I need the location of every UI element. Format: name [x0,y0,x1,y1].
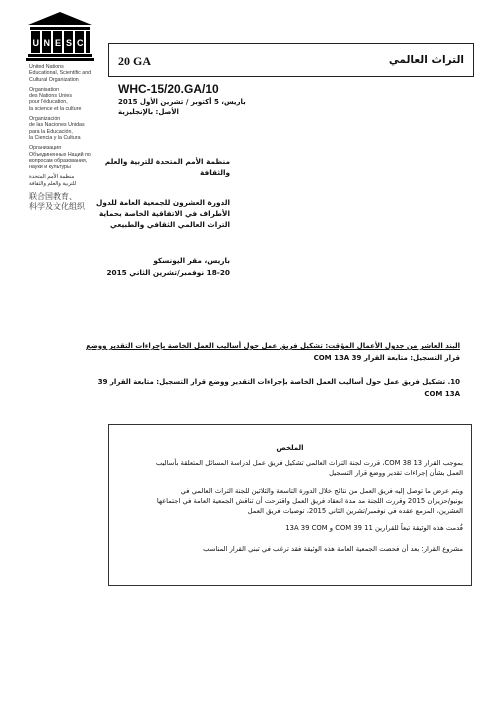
summary-para2-line1: ويتم عرض ما توصل إليه فريق العمل من نتائج خلال الدورة التاسعة والثلاثين للجنة التراث العالمي في [180,487,463,495]
org-line: des Nations Unies [29,93,72,100]
org-line: para la Educación, [29,128,73,135]
org-line: Organisation [29,86,60,93]
venue-place: باريس، مقر اليونسكو [153,256,230,265]
summary-para1-line1: بموجب القرار 13 38 COM، قررت لجنة التراث العالمي تشكيل فريق عمل لدراسة المسائل المتعلقة بأساليب [155,459,463,467]
svg-text:C: C [77,38,84,48]
document-date: باريس، 5 أكتوبر / تشرين الأول 2015 [118,98,246,106]
org-name-line1: منظمة الأمم المتحدة للتربية والعلم [104,157,230,166]
org-line: Cultural Organization [29,76,79,83]
svg-text:U: U [32,38,39,48]
org-line: 科学及文化组织 [29,202,85,212]
org-line: Организация [29,145,61,152]
org-name-line2: والثقافة [200,168,230,177]
document-reference: WHC-15/20.GA/10 [118,82,219,96]
summary-title: الملخص [276,444,304,452]
org-line: la science et la culture [29,105,82,112]
agenda-title-line1: البند العاشر من جدول الأعمال المؤقت: تشكيل فريق عمل حول أساليب العمل الخاصة بإجراءات التقدير ووضع [86,342,460,350]
summary-draft-decision: مشروع القرار: بعد أن فحصت الجمعية العامة هذه الوثيقة فقد ترغب في تبني القرار المناسب [203,545,463,553]
session-line3: التراث العالمي الثقافي والطبيعي [109,220,230,229]
org-line: la Ciencia y la Cultura [29,134,81,141]
org-line: United Nations [29,64,64,70]
summary-para3: قُدمت هذه الوثيقة تبعاً للقرارين 11 39 COM و 13A 39 COM [285,524,463,532]
agenda-title-line2: قرار التسجيل: متابعة القرار 39 COM 13A [313,354,460,362]
svg-text:N: N [43,38,50,48]
summary-para2-line2: يونيو/حزيران 2015 وقررت اللجنة مد مدة انعقاد فريق العمل واقترحت أن تناقش الجمعية العامة في اجتماعها [156,497,463,505]
org-name-list [29,64,99,212]
org-line: Educational, Scientific and [29,70,92,77]
summary-para1-line2: العمل بشأن إجراءات تقدير ووضع قرار التسجيل [329,469,463,477]
org-line: науки и культуры [29,164,71,171]
session-code: 20 GA [118,54,151,68]
agenda-item-line2: COM 13A [424,390,460,398]
venue-dates: 18-20 نوفمبر/تشرين الثاني 2015 [106,268,230,277]
org-line: 联合国教育、 [29,192,77,202]
header-heritage-title: التراث العالمي [388,54,464,66]
org-line: Объединенных Наций по [29,151,91,158]
org-line: منظمة الأمم المتحدة [29,174,75,181]
svg-text:S: S [66,38,73,48]
unesco-logo [25,10,95,62]
svg-text:E: E [55,38,62,48]
org-line: للتربية والعلم والثقافة [29,180,77,187]
org-line: Organización [29,116,61,123]
session-line1: الدورة العشرون للجمعية العامة للدول [96,198,230,207]
document-original-language: الأصل: بالإنجليزية [118,108,179,116]
org-line: de las Naciones Unidas [29,122,85,129]
agenda-item-line1: 10. تشكيل فريق عمل حول أساليب العمل الخاصة بإجراءات التقدير ووضع قرار التسجيل: متابعة القرار 39 [97,378,460,386]
session-line2: الأطراف في الاتفاقية الخاصة بحماية [98,209,230,218]
summary-para2-line3: العشرين، المزمع عقده في نوفمبر/تشرين الثاني 2015، توصيات فريق العمل [247,507,463,515]
org-line: вопросам образования, [29,157,88,164]
org-line: pour l'éducation, [29,99,68,106]
